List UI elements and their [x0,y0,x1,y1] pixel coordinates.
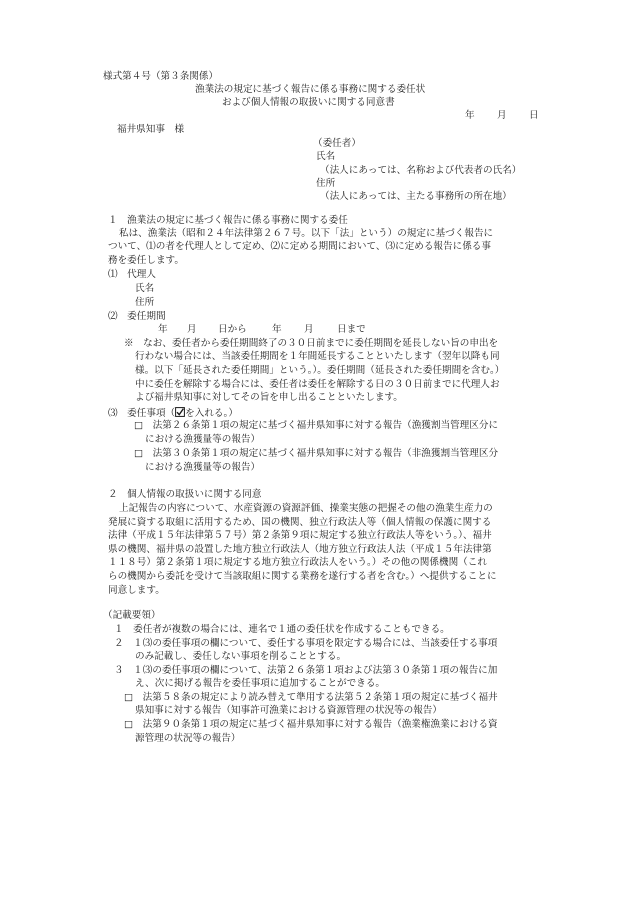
date-day: 日 [529,110,539,121]
delegator-name-note: （法人にあっては、名称および代表者の氏名） [320,165,522,176]
period-note-line: ※ なお、委任者から委任期間終了の３０日前までに委任期間を延長しない旨の申出を [124,338,499,349]
section-1-intro-line: ついて、⑴の者を代理人として定め、⑵に定める期間において、⑶に定める報告に係る事 [108,241,491,252]
matter-item-line: □ 法第３０条第１項の規定に基づく福井県知事に対する報告（非漁獲割当管理区分 [134,448,499,459]
note-line: え、次に掲げる報告を委任事項に追加することができる。 [135,678,386,689]
notes-heading: （記載要領） [103,610,161,621]
delegator-address-note: （法人にあっては、主たる事務所の所在地） [320,191,512,202]
section-2-body-line: 法律（平成１５年法律第５７号）第２条第９項に規定する独立行政法人等をいう。）、福井 [108,530,492,541]
period-note-line: よび福井県知事に対してその旨を申し出ることといたします。 [135,392,403,403]
note-sub-item-line: 源管理の状況等の報告） [135,733,241,744]
delegator-address-label: 住所 [316,178,336,189]
matters-heading-suffix: を入れる。） [185,408,238,419]
section-2-body-line: 県の機関、福井県の設置した地方独立行政法人（地方独立行政法人法（平成１５年法律第 [108,544,492,555]
checked-box-icon [175,407,185,420]
matter-item-line: □ 法第２６条第１項の規定に基づく福井県知事に対する報告（漁獲割当管理区分に [134,420,499,431]
note-sub-item-line: □ 法第９０条第１項の規定に基づく福井県知事に対する報告（漁業権漁業における資 [124,719,498,730]
delegator-name-label: 氏名 [316,151,336,162]
section-2-body-line: 上記報告の内容について、水産資源の資源評価、操業実態の把握その他の漁業生産力の [119,503,493,514]
form-label: 様式第４号（第３条関係） [103,71,219,82]
matters-heading-text: ⑶ 委任事項（ [108,408,176,419]
section-2-body-line: らの機関から委託を受けて当該取組に関する業務を遂行する者を含む。）へ提供することに [108,571,497,582]
matters-heading [108,407,238,420]
note-sub-item-line: 県知事に対する報告（知事許可漁業における資源管理の状況等の報告） [135,705,442,716]
date-month: 月 [497,110,507,121]
matter-item-line: における漁獲量等の報告） [145,462,261,473]
period-end-month: 月 [304,324,314,335]
note-line: １ 委任者が複数の場合には、連名で１通の委任状を作成することもできる。 [114,624,450,635]
note-line: のみ記載し、委任しない事項を削ることとする。 [135,651,347,662]
note-sub-item-line: □ 法第５８条の規定により読み替えて準用する法第５２条第１項の規定に基づく福井 [124,692,498,703]
title-line-1: 漁業法の規定に基づく報告に係る事務に関する委任状 [195,84,426,95]
section-2-body-line: 同意します。 [108,585,165,596]
matter-item-line: における漁獲量等の報告） [145,434,261,445]
period-heading: ⑵ 委任期間 [108,311,166,322]
section-1-heading: １ 漁業法の規定に基づく報告に係る事務に関する委任 [108,215,348,226]
period-start-month: 月 [187,324,197,335]
agent-name-label: 氏名 [135,283,155,294]
section-1-intro-line: 私は、漁業法（昭和２４年法律第２６７号。以下「法」という）の規定に基づく報告に [119,228,494,239]
delegator-label: （委任者） [313,138,361,149]
section-1-intro-line: 務を委任します。 [108,255,184,266]
section-2-body-line: 発展に資する取組に活用するため、国の機関、独立行政法人等（個人情報の保護に関する [108,517,492,528]
period-end-year: 年 [272,324,282,335]
note-line: ２ １⑶の委任事項の欄について、委任する事項を限定する場合には、当該委任する事項 [114,638,498,649]
period-note-line: 行わない場合には、当該委任期間を１年間延長することといたします（翌年以降も同 [135,351,500,362]
section-2-body-line: １１８号）第２条第１項に規定する地方独立行政法人をいう。）その他の関係機関（これ [108,557,487,568]
date-year: 年 [465,110,475,121]
title-line-2: および個人情報の取扱いに関する同意書 [222,97,395,108]
addressee: 福井県知事 様 [117,124,185,135]
period-start-year: 年 [158,324,168,335]
agent-address-label: 住所 [135,297,155,308]
section-2-heading: ２ 個人情報の取扱いに関する同意 [108,489,262,500]
period-end-day: 日まで [337,324,366,335]
period-note-line: 様。以下「延長された委任期間」という。）。委任期間（延長された委任期間を含む。） [135,365,505,376]
agent-heading: ⑴ 代理人 [108,269,156,280]
period-note-line: 中に委任を解除する場合には、委任者は委任を解除する日の３０日前までに代理人お [135,379,500,390]
note-line: ３ １⑶の委任事項の欄について、法第２６条第１項および法第３０条第１項の報告に加 [114,665,498,676]
period-start-day: 日から [218,324,247,335]
